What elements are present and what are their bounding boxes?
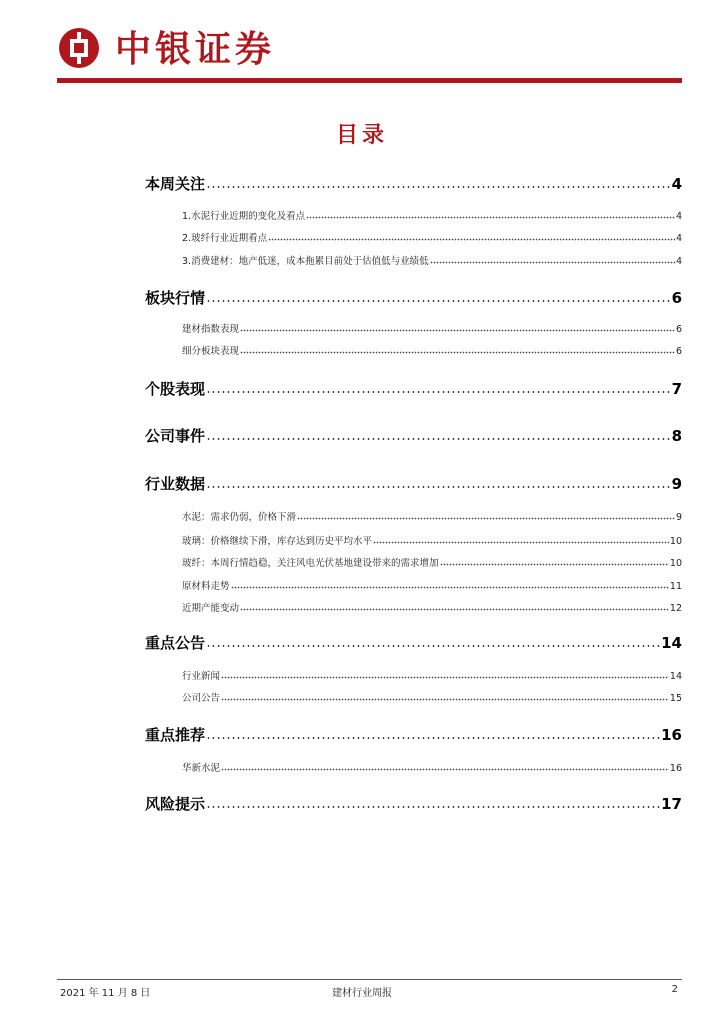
brand-name: 中银证券 <box>115 28 276 70</box>
toc-section-entry[interactable] <box>145 425 682 446</box>
toc-dot-leader <box>268 233 675 241</box>
toc-entry-page-number: 14 <box>661 634 682 652</box>
toc-dot-leader <box>221 763 669 771</box>
toc-entry-label: 个股表现 <box>145 380 206 398</box>
toc-section-entry[interactable] <box>145 473 682 494</box>
toc-dot-leader <box>240 603 669 611</box>
toc-entry-label: 3.消费建材：地产低迷，成本拖累目前处于估值低与业绩低 <box>182 256 429 267</box>
toc-dot-leader <box>297 512 675 520</box>
toc-entry-page-number: 9 <box>675 512 682 523</box>
toc-dot-leader <box>221 671 669 679</box>
toc-entry-page-number: 10 <box>669 536 682 547</box>
toc-subsection-entry[interactable] <box>182 253 682 267</box>
toc-dot-leader <box>240 346 675 354</box>
toc-entry-label: 本周关注 <box>145 175 206 193</box>
toc-dot-leader <box>221 693 669 701</box>
toc-entry-label: 近期产能变动 <box>182 603 240 614</box>
toc-entry-label: 公司事件 <box>145 427 206 445</box>
toc-section-entry[interactable] <box>145 287 682 308</box>
toc-entry-label: 1.水泥行业近期的变化及看点 <box>182 211 306 222</box>
toc-dot-leader <box>206 479 671 489</box>
toc-entry-page-number: 10 <box>669 558 682 569</box>
toc-dot-leader <box>231 581 669 589</box>
toc-entry-page-number: 15 <box>669 693 682 704</box>
toc-entry-label: 玻璃：价格继续下滑，库存达到历史平均水平 <box>182 536 373 547</box>
toc-subsection-entry[interactable] <box>182 578 682 592</box>
toc-entry-page-number: 4 <box>675 256 682 267</box>
toc-section-entry[interactable] <box>145 378 682 399</box>
toc-dot-leader <box>206 179 671 189</box>
toc-section-entry[interactable] <box>145 793 682 814</box>
toc-subsection-entry[interactable] <box>182 321 682 335</box>
toc-subsection-entry[interactable] <box>182 208 682 222</box>
toc-entry-page-number: 4 <box>675 211 682 222</box>
toc-section-entry[interactable] <box>145 724 682 745</box>
footer-page-number: 2 <box>671 984 678 995</box>
header-divider <box>57 78 682 83</box>
toc-entry-page-number: 6 <box>671 289 682 307</box>
toc-subsection-entry[interactable] <box>182 690 682 704</box>
toc-entry-page-number: 4 <box>671 175 682 193</box>
toc-subsection-entry[interactable] <box>182 555 682 569</box>
toc-entry-label: 风险提示 <box>145 795 206 813</box>
page-header <box>57 26 687 72</box>
toc-entry-label: 重点推荐 <box>145 726 206 744</box>
toc-subsection-entry[interactable] <box>182 230 682 244</box>
toc-entry-label: 华新水泥 <box>182 763 221 774</box>
toc-dot-leader <box>206 431 671 441</box>
toc-entry-page-number: 8 <box>671 427 682 445</box>
toc-entry-label: 公司公告 <box>182 693 221 704</box>
bank-of-china-logo-icon <box>59 28 99 68</box>
toc-dot-leader <box>306 211 675 219</box>
toc-entry-label: 板块行情 <box>145 289 206 307</box>
toc-entry-label: 行业数据 <box>145 475 206 493</box>
toc-subsection-entry[interactable] <box>182 668 682 682</box>
footer-divider <box>57 979 682 980</box>
toc-entry-page-number: 16 <box>669 763 682 774</box>
toc-entry-page-number: 4 <box>675 233 682 244</box>
toc-dot-leader <box>240 324 675 332</box>
toc-entry-page-number: 7 <box>671 380 682 398</box>
toc-entry-label: 重点公告 <box>145 634 206 652</box>
toc-entry-page-number: 16 <box>661 726 682 744</box>
toc-entry-page-number: 17 <box>661 795 682 813</box>
toc-subsection-entry[interactable] <box>182 343 682 357</box>
toc-entry-label: 水泥：需求仍弱，价格下滑 <box>182 512 297 523</box>
toc-entry-label: 行业新闻 <box>182 671 221 682</box>
toc-entry-page-number: 9 <box>671 475 682 493</box>
toc-section-entry[interactable] <box>145 173 682 194</box>
toc-dot-leader <box>373 536 669 544</box>
toc-entry-page-number: 6 <box>675 324 682 335</box>
toc-dot-leader <box>440 558 669 566</box>
toc-entry-page-number: 14 <box>669 671 682 682</box>
toc-dot-leader <box>206 799 660 809</box>
footer-date: 2021 年 11 月 8 日 <box>60 988 151 999</box>
toc-subsection-entry[interactable] <box>182 509 682 523</box>
toc-subsection-entry[interactable] <box>182 600 682 614</box>
toc-entry-page-number: 11 <box>669 581 682 592</box>
toc-subsection-entry[interactable] <box>182 533 682 547</box>
toc-dot-leader <box>430 256 675 264</box>
toc-dot-leader <box>206 638 660 648</box>
toc-subsection-entry[interactable] <box>182 760 682 774</box>
toc-dot-leader <box>206 384 671 394</box>
toc-entry-label: 玻纤：本周行情趋稳，关注风电光伏基地建设带来的需求增加 <box>182 558 439 569</box>
toc-dot-leader <box>206 730 660 740</box>
toc-dot-leader <box>206 293 671 303</box>
toc-entry-page-number: 12 <box>669 603 682 614</box>
toc-section-entry[interactable] <box>145 632 682 653</box>
footer-report-type: 建材行业周报 <box>332 988 392 999</box>
toc-entry-label: 细分板块表现 <box>182 346 240 357</box>
toc-entry-label: 2.玻纤行业近期看点 <box>182 233 268 244</box>
toc-entry-label: 建材指数表现 <box>182 324 240 335</box>
toc-title: 目录 <box>335 123 388 148</box>
toc-entry-page-number: 6 <box>675 346 682 357</box>
toc-entry-label: 原材料走势 <box>182 581 230 592</box>
